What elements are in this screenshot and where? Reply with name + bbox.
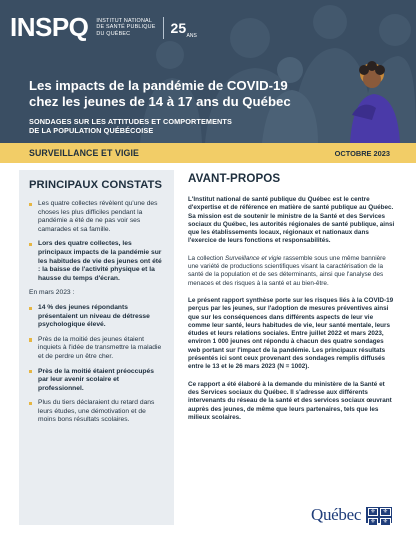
bullet-icon: [29, 243, 32, 246]
page-title: [29, 78, 319, 109]
subtitle-line: DE LA POPULATION QUÉBÉCOISE: [29, 126, 154, 135]
bullet-icon: [29, 402, 32, 405]
institute-line: INSTITUT NATIONAL: [96, 17, 153, 24]
bullet-icon: [29, 203, 32, 206]
fleur-de-lis-icon: ⚜: [380, 508, 391, 516]
finding-text: Les quatre collectes révèlent qu'une des choses les plus difficiles pendant la pandémie a été de ne pas voir ses camarades et sa famille.: [38, 200, 158, 233]
subtitle-line: SONDAGES SUR LES ATTITUDES ET COMPORTEMENTS: [29, 117, 232, 126]
brand-divider: [163, 17, 164, 39]
list-item: [29, 240, 164, 283]
page-subtitle: [29, 117, 329, 135]
publication-date: OCTOBRE 2023: [334, 149, 390, 158]
title-line: chez les jeunes de 14 à 17 ans du Québec: [29, 93, 291, 109]
fleur-de-lis-icon: ⚜: [380, 518, 391, 526]
key-findings-list-bottom: [29, 304, 164, 425]
key-findings-panel: [19, 170, 174, 525]
bullet-icon: [29, 338, 32, 341]
inspq-logo: INSPQ: [10, 12, 89, 42]
foreword-heading: AVANT-PROPOS: [188, 172, 281, 185]
list-item: [29, 200, 164, 234]
foreword-paragraph: L'Institut national de santé publique du Québec est le centre d'expertise et de référence en matière de santé publique au Québec. Sa mission est de soutenir le ministre de la Santé et des Services sociaux du Québec, les autorités régionales de santé publique, ainsi que les établissements locaux, régionaux et nationaux dans l'exercice de leurs fonctions et responsabilités.: [188, 196, 395, 245]
institute-name: [96, 18, 155, 38]
fleur-de-lis-icon: ⚜: [368, 518, 379, 526]
quebec-wordmark: Québec: [311, 505, 362, 524]
title-line: Les impacts de la pandémie de COVID-19: [29, 78, 288, 93]
foreword-paragraph: Ce rapport a été élaboré à la demande du ministère de la Santé et des Services sociaux du Québec. Il s'adresse aux différents intervenants du réseau de la santé et des services sociaux œuvrant auprès des jeunes, de même que leurs partenaires, tels que les milieux scolaires.: [188, 380, 392, 421]
bullet-icon: [29, 370, 32, 373]
finding-text: 14 % des jeunes répondants présentaient un niveau de détresse psychologique élevé.: [38, 303, 150, 329]
foreword-paragraph: [188, 255, 396, 288]
paragraph-fragment: rassemble sous une même bannière une variété de productions scientifiques visant la caractérisation de la santé de la population et de ses déterminants, ainsi que l'analyse des menaces et des risques à la santé et au bien-être.: [188, 254, 386, 287]
fleur-de-lis-flag-icon: [366, 507, 392, 523]
collection-name: Surveillance et vigie: [225, 254, 282, 262]
date-label: En mars 2023 :: [29, 289, 75, 297]
foreword-paragraph: Le présent rapport synthèse porte sur les risques liés à la COVID-19 perçus par les jeunes, sur l'adoption de mesures préventives ainsi que sur les conséquences dans différents aspects de leur vie comme leur santé, leurs habitudes de vie, leur santé mentale, leurs études et leurs relations sociales. Entre juillet 2022 et mars 2023, environ 1 000 jeunes ont répondu à chacun des quatre sondages web portant sur l'impact de la pandémie. Les principaux résultats présentés ici sont ceux provenant des sondages remplis diffusés entre le 13 et le 26 mars 2023 (N = 1002).: [188, 296, 394, 371]
institute-line: DE SANTÉ PUBLIQUE: [96, 24, 156, 31]
list-item: [29, 336, 164, 362]
key-findings-list-top: [29, 200, 164, 283]
key-findings-heading: PRINCIPAUX CONSTATS: [29, 179, 163, 191]
header-banner: [0, 0, 416, 143]
foreword-section: [188, 172, 396, 431]
finding-text: Près de la moitié étaient préoccupés par leur avenir scolaire et professionnel.: [38, 367, 154, 392]
finding-text: Près de la moitié des jeunes étaient inquiets à l'idée de transmettre la maladie et de perdre un être cher.: [38, 335, 162, 360]
category-strip: [0, 143, 416, 163]
fleur-de-lis-icon: ⚜: [368, 508, 379, 516]
collection-label: SURVEILLANCE ET VIGIE: [29, 148, 139, 158]
list-item: [29, 304, 164, 330]
anniversary-number: 25: [170, 19, 187, 36]
finding-text: Lors des quatre collectes, les principaux impacts de la pandémie sur les habitudes de vie des jeunes ont été : la baisse de l'activité physique et la hausse du temps d'écran.: [38, 240, 162, 282]
bullet-icon: [29, 307, 32, 310]
institute-line: DU QUÉBEC: [96, 30, 131, 37]
inspq-brand: [10, 12, 197, 43]
list-item: [29, 399, 164, 425]
quebec-government-logo: [311, 505, 392, 525]
anniversary-suffix: ANS: [186, 32, 197, 39]
finding-text: Plus du tiers déclaraient du retard dans leurs études, une démotivation et de moins bons résultats scolaires.: [38, 399, 155, 424]
list-item: [29, 368, 164, 394]
paragraph-fragment: La collection: [188, 254, 226, 262]
anniversary-badge: [170, 19, 197, 39]
